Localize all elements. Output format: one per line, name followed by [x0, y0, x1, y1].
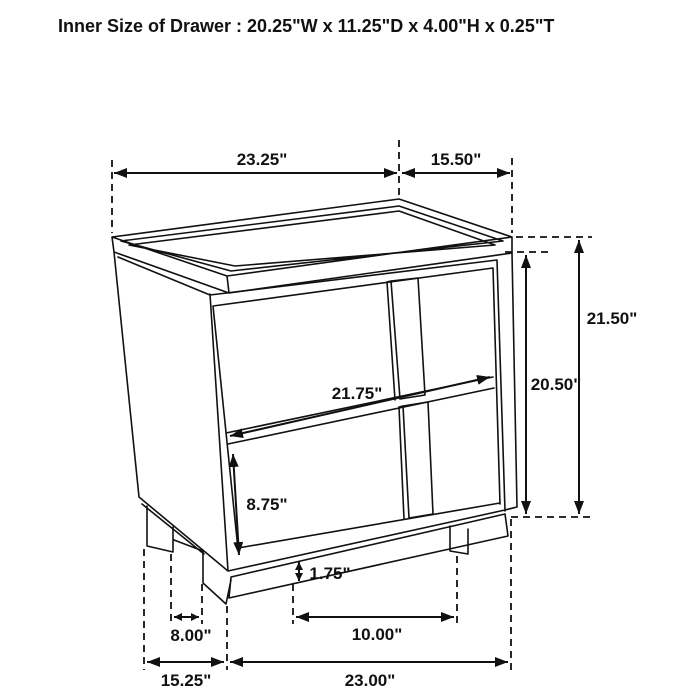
- furniture-line-art: [112, 199, 517, 604]
- dim-label-lower-drawer-height: 8.75": [246, 495, 288, 514]
- cabinet-body-outline: [114, 252, 517, 571]
- dim-label-base-depth: 15.25": [160, 671, 212, 690]
- dim-label-case-height: 20.50": [530, 375, 582, 394]
- dimension-lines: [114, 173, 579, 662]
- drawing-title: Inner Size of Drawer : 20.25"W x 11.25"D x 4.00"H x 0.25"T: [58, 16, 555, 36]
- dim-label-base-width: 23.00": [344, 671, 396, 690]
- dim-label-base-rail-height: 1.75": [309, 564, 351, 583]
- dim-label-top-width: 23.25": [236, 150, 288, 169]
- dim-label-front-feet-spacing: 10.00": [351, 625, 403, 644]
- dim-label-overall-height: 21.50": [586, 309, 638, 328]
- dim-label-drawer-width: 21.75": [331, 384, 383, 403]
- extension-lines: [112, 140, 592, 670]
- dim-label-top-depth: 15.50": [430, 150, 482, 169]
- dim-label-side-feet-spacing: 8.00": [170, 626, 212, 645]
